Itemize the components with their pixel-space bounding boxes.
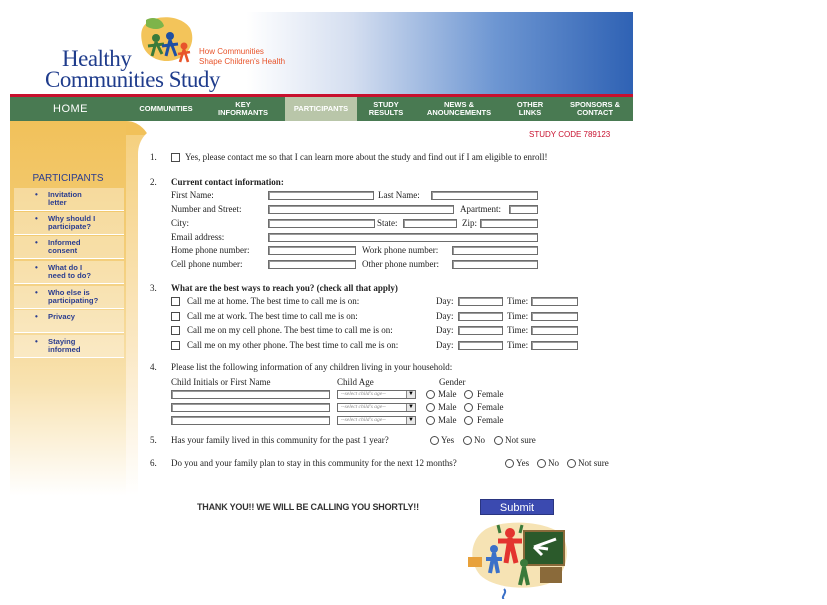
call-work-label: Call me at work. The best time to call me is on: bbox=[187, 311, 358, 321]
child-1-age-placeholder: --select child's age-- bbox=[341, 391, 386, 397]
state-label: State: bbox=[377, 218, 398, 228]
sidebar-item-staying-informed[interactable]: • Staying informed bbox=[14, 335, 124, 358]
home-phone-label: Home phone number: bbox=[171, 245, 250, 255]
zip-field[interactable] bbox=[480, 219, 538, 228]
nav-communities[interactable]: COMMUNITIES bbox=[139, 104, 193, 113]
child-2-age-placeholder: --select child's age-- bbox=[341, 404, 386, 410]
q5-number: 5. bbox=[150, 435, 157, 445]
nav-home[interactable]: HOME bbox=[53, 103, 88, 115]
street-field[interactable] bbox=[268, 205, 454, 214]
q3-number: 3. bbox=[150, 283, 157, 293]
child-3-female-radio[interactable] bbox=[464, 416, 473, 425]
q6-not-sure-radio[interactable] bbox=[567, 459, 576, 468]
site-title-line2: Communities Study bbox=[45, 67, 220, 92]
q1-contact-checkbox[interactable] bbox=[171, 153, 180, 162]
site-title-line1: Healthy bbox=[62, 46, 132, 71]
call-home-day-label: Day: bbox=[436, 296, 454, 306]
nav-other-links[interactable]: OTHER LINKS bbox=[516, 100, 544, 117]
call-cell-time-field[interactable] bbox=[531, 326, 578, 335]
q5-yes-label: Yes bbox=[441, 435, 455, 445]
other-phone-field[interactable] bbox=[452, 260, 538, 269]
other-phone-label: Other phone number: bbox=[362, 259, 439, 269]
q6-no-label: No bbox=[548, 458, 559, 468]
sidebar-heading: PARTICIPANTS bbox=[32, 173, 104, 184]
last-name-label: Last Name: bbox=[378, 190, 420, 200]
child-2-age-select[interactable] bbox=[337, 403, 416, 412]
gender-column-header: Gender bbox=[439, 377, 466, 387]
q3-heading: What are the best ways to reach you? (check all that apply) bbox=[171, 283, 398, 293]
work-phone-label: Work phone number: bbox=[362, 245, 439, 255]
main-nav bbox=[10, 97, 633, 121]
call-other-label: Call me on my other phone. The best time to call me is on: bbox=[187, 340, 399, 350]
child-1-name-field[interactable] bbox=[171, 390, 330, 399]
call-cell-time-label: Time: bbox=[507, 325, 529, 335]
call-other-day-label: Day: bbox=[436, 340, 454, 350]
call-work-checkbox[interactable] bbox=[171, 312, 180, 321]
call-other-time-label: Time: bbox=[507, 340, 529, 350]
call-other-time-field[interactable] bbox=[531, 341, 578, 350]
q6-label: Do you and your family plan to stay in this community for the next 12 months? bbox=[171, 458, 457, 468]
first-name-field[interactable] bbox=[268, 191, 374, 200]
q4-number: 4. bbox=[150, 362, 157, 372]
child-3-male-radio[interactable] bbox=[426, 416, 435, 425]
child-1-female-label: Female bbox=[477, 389, 504, 399]
call-cell-day-field[interactable] bbox=[458, 326, 503, 335]
q6-yes-radio[interactable] bbox=[505, 459, 514, 468]
work-phone-field[interactable] bbox=[452, 246, 538, 255]
nav-participants[interactable]: PARTICIPANTS bbox=[285, 97, 357, 121]
call-home-time-field[interactable] bbox=[531, 297, 578, 306]
chevron-down-icon: ▼ bbox=[406, 404, 415, 411]
call-home-label: Call me at home. The best time to call me is on: bbox=[187, 296, 360, 306]
child-2-male-radio[interactable] bbox=[426, 403, 435, 412]
sidebar-item-privacy[interactable]: • Privacy bbox=[14, 310, 124, 333]
city-label: City: bbox=[171, 218, 190, 228]
sidebar-item-informed-consent[interactable]: • Informed consent bbox=[14, 236, 124, 259]
sidebar-item-invitation-letter[interactable]: • Invitation letter bbox=[14, 188, 124, 211]
q1-label: Yes, please contact me so that I can learn more about the study and find out if I am eligible to enroll! bbox=[185, 152, 548, 162]
call-cell-label: Call me on my cell phone. The best time to call me is on: bbox=[187, 325, 393, 335]
q6-not-sure-label: Not sure bbox=[578, 458, 609, 468]
family-logo-icon bbox=[134, 16, 196, 68]
child-2-name-field[interactable] bbox=[171, 403, 330, 412]
site-tagline-line1: How Communities bbox=[199, 47, 264, 56]
apartment-field[interactable] bbox=[509, 205, 538, 214]
call-cell-day-label: Day: bbox=[436, 325, 454, 335]
child-2-female-radio[interactable] bbox=[464, 403, 473, 412]
q6-yes-label: Yes bbox=[516, 458, 530, 468]
thank-you-message: THANK YOU!! WE WILL BE CALLING YOU SHORTLY!! bbox=[197, 502, 419, 512]
child-age-column-header: Child Age bbox=[337, 377, 374, 387]
child-1-female-radio[interactable] bbox=[464, 390, 473, 399]
home-phone-field[interactable] bbox=[268, 246, 356, 255]
sidebar-item-who-else[interactable]: • Who else is participating? bbox=[14, 286, 124, 309]
first-name-label: First Name: bbox=[171, 190, 214, 200]
email-field[interactable] bbox=[268, 233, 538, 242]
child-1-male-radio[interactable] bbox=[426, 390, 435, 399]
chevron-down-icon: ▼ bbox=[406, 391, 415, 398]
child-name-column-header: Child Initials or First Name bbox=[171, 377, 271, 387]
state-field[interactable] bbox=[403, 219, 457, 228]
q5-not-sure-radio[interactable] bbox=[494, 436, 503, 445]
call-cell-checkbox[interactable] bbox=[171, 326, 180, 335]
child-3-name-field[interactable] bbox=[171, 416, 330, 425]
q4-label: Please list the following information of any children living in your household: bbox=[171, 362, 453, 372]
sidebar-item-what-to-do[interactable]: • What do I need to do? bbox=[14, 261, 124, 284]
call-work-day-field[interactable] bbox=[458, 312, 503, 321]
nav-study-results[interactable]: STUDY RESULTS bbox=[368, 100, 404, 117]
sidebar-item-why-participate[interactable]: • Why should I participate? bbox=[14, 212, 124, 235]
site-tagline-line2: Shape Children's Health bbox=[199, 57, 286, 66]
study-code: STUDY CODE 789123 bbox=[529, 130, 611, 139]
child-2-female-label: Female bbox=[477, 402, 504, 412]
child-3-age-placeholder: --select child's age-- bbox=[341, 417, 386, 423]
chevron-down-icon: ▼ bbox=[406, 417, 415, 424]
child-3-male-label: Male bbox=[438, 415, 457, 425]
call-home-time-label: Time: bbox=[507, 296, 529, 306]
q5-yes-radio[interactable] bbox=[430, 436, 439, 445]
child-3-female-label: Female bbox=[477, 415, 504, 425]
last-name-field[interactable] bbox=[431, 191, 538, 200]
submit-button[interactable]: Submit bbox=[480, 499, 554, 515]
q5-not-sure-label: Not sure bbox=[505, 435, 536, 445]
call-home-day-field[interactable] bbox=[458, 297, 503, 306]
nav-sponsors-contact[interactable]: SPONSORS & CONTACT bbox=[569, 100, 620, 117]
q6-number: 6. bbox=[150, 458, 157, 468]
city-field[interactable] bbox=[268, 219, 375, 228]
q1-number: 1. bbox=[150, 152, 157, 162]
family-illustration-icon bbox=[464, 519, 574, 599]
site-header bbox=[10, 12, 633, 94]
q5-no-radio[interactable] bbox=[463, 436, 472, 445]
cell-phone-label: Cell phone number: bbox=[171, 259, 243, 269]
call-other-checkbox[interactable] bbox=[171, 341, 180, 350]
nav-key-informants[interactable]: KEY INFORMANTS bbox=[218, 100, 268, 117]
call-work-time-label: Time: bbox=[507, 311, 529, 321]
call-other-day-field[interactable] bbox=[458, 341, 503, 350]
child-1-age-select[interactable] bbox=[337, 390, 416, 399]
call-work-time-field[interactable] bbox=[531, 312, 578, 321]
q2-heading: Current contact information: bbox=[171, 177, 284, 187]
q2-number: 2. bbox=[150, 177, 157, 187]
street-label: Number and Street: bbox=[171, 204, 242, 214]
q5-no-label: No bbox=[474, 435, 485, 445]
nav-news-announcements[interactable]: NEWS & ANOUNCEMENTS bbox=[426, 100, 492, 117]
zip-label: Zip: bbox=[462, 218, 477, 228]
apartment-label: Apartment: bbox=[460, 204, 501, 214]
call-work-day-label: Day: bbox=[436, 311, 454, 321]
email-label: Email address: bbox=[171, 232, 225, 242]
call-home-checkbox[interactable] bbox=[171, 297, 180, 306]
child-3-age-select[interactable] bbox=[337, 416, 416, 425]
child-2-male-label: Male bbox=[438, 402, 457, 412]
cell-phone-field[interactable] bbox=[268, 260, 356, 269]
q5-label: Has your family lived in this community for the past 1 year? bbox=[171, 435, 389, 445]
child-1-male-label: Male bbox=[438, 389, 457, 399]
q6-no-radio[interactable] bbox=[537, 459, 546, 468]
